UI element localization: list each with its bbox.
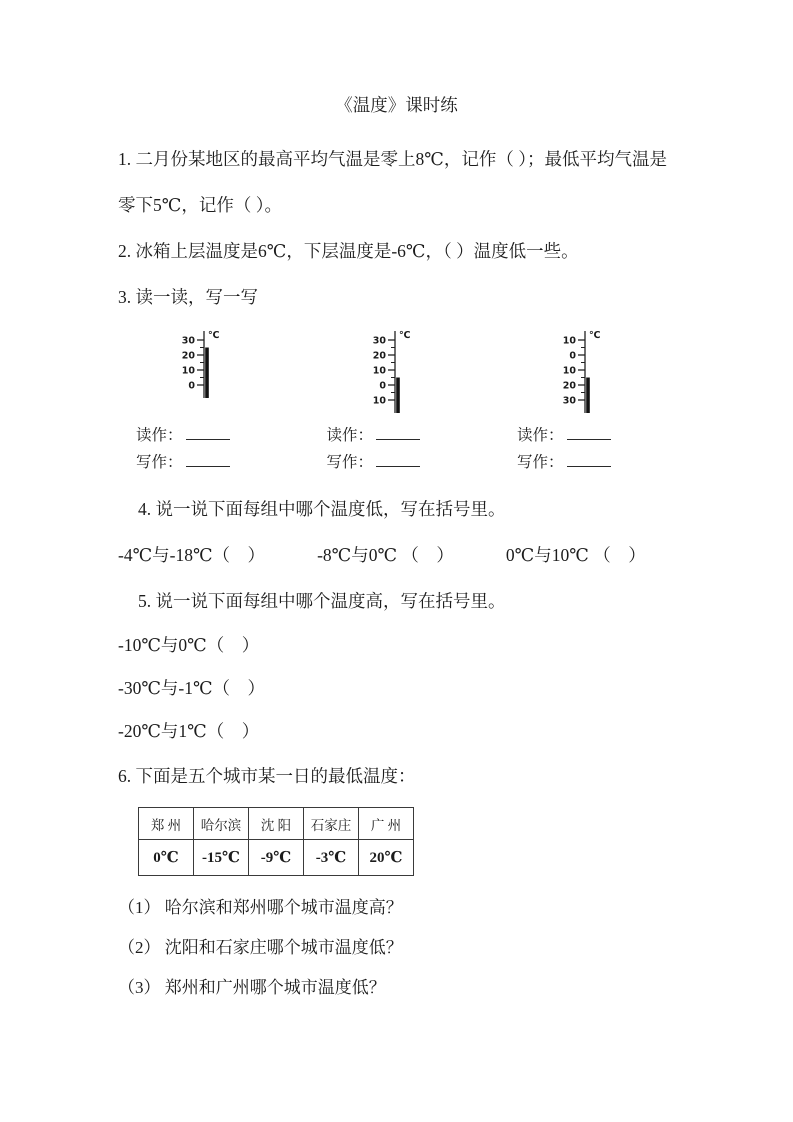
thermometer-row xyxy=(118,326,675,476)
write-as-blank xyxy=(186,453,230,467)
temperature-pair: -4℃与-18℃（ ） xyxy=(118,545,266,565)
thermometer-column-3 xyxy=(517,326,667,476)
city-temperature-table xyxy=(138,807,414,876)
svg-text:10: 10 xyxy=(562,335,576,347)
question-5-heading: 5. 说一说下面每组中哪个温度高，写在括号里。 xyxy=(138,591,506,611)
city-name-cell: 石家庄 xyxy=(304,808,359,840)
svg-text:30: 30 xyxy=(372,335,386,347)
svg-text:10: 10 xyxy=(372,365,386,377)
write-as-label: 写作： xyxy=(517,454,564,471)
read-as-blank xyxy=(567,426,611,440)
svg-text:10: 10 xyxy=(562,365,576,377)
read-as-label: 读作： xyxy=(136,427,183,444)
temperature-pair: -10℃与0℃（ ） xyxy=(118,635,260,655)
read-as-label: 读作： xyxy=(326,427,374,444)
read-as-line xyxy=(327,422,477,449)
city-temp-cell: 0℃ xyxy=(139,840,194,876)
city-name-cell: 哈尔滨 xyxy=(194,808,249,840)
city-name-cell: 郑 州 xyxy=(139,808,194,840)
svg-text:℃: ℃ xyxy=(208,330,220,341)
write-as-blank xyxy=(376,453,420,467)
city-temp-cell: -9℃ xyxy=(249,840,304,876)
question-2: 2. 冰箱上层温度是6℃，下层温度是-6℃，（ ）温度低一些。 xyxy=(118,241,579,261)
temperature-pair: 0℃与10℃ （ ） xyxy=(505,545,646,565)
question-4-heading: 4. 说一说下面每组中哪个温度低，写在括号里。 xyxy=(138,499,506,519)
read-as-label: 读作： xyxy=(517,427,564,444)
sub-question-2: （2） 沈阳和石家庄哪个城市温度低？ xyxy=(118,938,403,957)
thermometer-figure xyxy=(164,326,236,422)
write-as-label: 写作： xyxy=(136,454,183,471)
city-temp-cell: -3℃ xyxy=(304,840,359,876)
write-as-label: 写作： xyxy=(326,454,374,471)
svg-text:℃: ℃ xyxy=(398,330,411,341)
table-value-row xyxy=(139,840,414,876)
write-as-line xyxy=(136,449,286,476)
question-3-heading: 3. 读一读，写一写 xyxy=(118,287,258,307)
page-title: 《温度》课时练 xyxy=(335,95,458,115)
svg-text:℃: ℃ xyxy=(589,330,601,341)
svg-text:20: 20 xyxy=(372,350,386,362)
thermometer-column-1 xyxy=(136,326,286,476)
city-name-cell: 沈 阳 xyxy=(249,808,304,840)
read-as-line xyxy=(517,422,667,449)
thermometer-column-2 xyxy=(327,326,477,476)
svg-text:10: 10 xyxy=(372,395,386,407)
thermometer-icon xyxy=(164,326,236,422)
write-as-line xyxy=(517,449,667,476)
thermometer-icon xyxy=(545,326,617,422)
city-name-cell: 广 州 xyxy=(359,808,414,840)
city-temp-cell: 20℃ xyxy=(359,840,414,876)
svg-text:0: 0 xyxy=(188,380,195,392)
write-as-blank xyxy=(567,453,611,467)
question-6-heading: 6. 下面是五个城市某一日的最低温度： xyxy=(118,766,416,786)
svg-text:0: 0 xyxy=(569,350,576,362)
svg-text:30: 30 xyxy=(562,395,576,407)
read-as-blank xyxy=(186,426,230,440)
city-temp-cell: -15℃ xyxy=(194,840,249,876)
thermometer-icon xyxy=(355,326,427,422)
temperature-pair: -8℃与0℃ （ ） xyxy=(317,545,454,565)
svg-text:30: 30 xyxy=(181,335,195,347)
sub-question-3: （3） 郑州和广州哪个城市温度低？ xyxy=(118,978,386,997)
thermometer-figure xyxy=(545,326,617,422)
svg-text:10: 10 xyxy=(181,365,195,377)
temperature-pair: -30℃与-1℃（ ） xyxy=(118,678,266,698)
sub-question-1: （1） 哈尔滨和郑州哪个城市温度高？ xyxy=(118,898,403,917)
read-as-blank xyxy=(376,426,420,440)
question-1: 1. 二月份某地区的最高平均气温是零上8℃，记作（ ）；最低平均气温是零下5℃，记作（ ）。 xyxy=(118,149,667,215)
svg-text:0: 0 xyxy=(378,380,386,392)
question-4-pairs xyxy=(118,532,675,578)
svg-text:20: 20 xyxy=(562,380,576,392)
svg-text:20: 20 xyxy=(181,350,195,362)
table-header-row xyxy=(139,808,414,840)
write-as-line xyxy=(327,449,477,476)
temperature-pair: -20℃与1℃（ ） xyxy=(118,721,260,741)
read-as-line xyxy=(136,422,286,449)
thermometer-figure xyxy=(355,326,427,422)
